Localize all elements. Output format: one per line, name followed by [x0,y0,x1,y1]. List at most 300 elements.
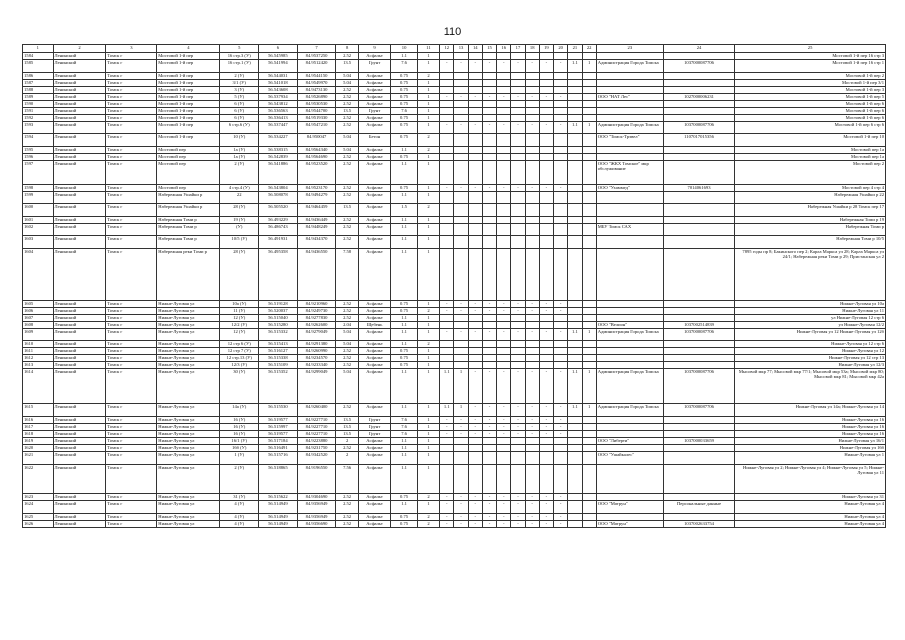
table-cell [568,451,582,464]
table-cell: Асфальт [358,146,391,153]
table-cell: - [497,307,511,314]
table-cell: Мостовой 1-й пер [157,93,220,100]
table-cell: 84.9564340 [297,146,336,153]
table-cell [582,79,596,86]
table-cell: - [468,369,482,404]
table-cell [596,248,663,300]
table-cell [482,216,496,223]
table-cell [525,223,539,236]
table-cell [511,191,525,204]
table-cell: Мостовой 1-й пер 10 [735,134,886,147]
table-cell: - [554,520,568,527]
table-cell [596,100,663,107]
table-row [23,160,886,184]
table-cell: Нижне-Луговая ул 12/3 [735,362,886,369]
table-cell: Ленинский [53,248,106,300]
table-cell [539,437,553,444]
table-cell: - [511,500,525,513]
table-cell: 0.75 [391,79,417,86]
table-cell: 84.9549970 [297,79,336,86]
table-cell [568,134,582,147]
table-cell [582,300,596,307]
table-cell: 56.514949 [259,520,298,527]
table-cell: 5.04 [336,72,358,79]
table-cell: 22 [220,191,259,204]
table-cell: 0.75 [391,513,417,520]
table-cell: 84.9279049 [297,328,336,341]
table-cell [468,444,482,451]
table-cell: - [525,300,539,307]
table-cell: - [454,184,468,191]
table-row [23,86,886,93]
table-cell [596,107,663,114]
table-cell [568,223,582,236]
table-cell: 2.52 [336,404,358,417]
table-cell: 1 [417,93,439,100]
table-row [23,369,886,404]
table-cell [454,204,468,217]
table-cell: 84.9434370 [297,236,336,249]
table-cell: ООО "Томск-Трэвел" [596,134,663,147]
table-cell [511,348,525,355]
table-cell: - [554,500,568,513]
table-cell [525,79,539,86]
table-cell: 5.04 [336,369,358,404]
table-cell: Асфальт [358,184,391,191]
table-cell [468,134,482,147]
column-header: 5 [220,45,259,53]
table-cell: 2.52 [336,191,358,204]
table-cell: Асфальт [358,216,391,223]
table-cell [554,216,568,223]
table-cell: Нижне-Луговая ул 16 [735,423,886,430]
table-cell: 1607 [23,314,54,321]
table-cell: 1.1 [391,464,417,493]
table-cell: 84.9291380 [297,341,336,348]
table-cell: Мостовой 1-й пер [157,121,220,134]
table-cell [663,341,734,348]
table-cell [596,53,663,60]
table-cell [482,114,496,121]
registry-table [22,44,886,528]
table-cell [440,321,454,328]
table-cell: 1.1 [391,160,417,184]
table-cell: Ленинский [53,107,106,114]
table-cell: - [497,93,511,100]
table-cell [596,153,663,160]
table-cell [663,464,734,493]
table-cell [468,72,482,79]
table-cell: 3 (У) [220,86,259,93]
table-cell: 1 [417,160,439,184]
table-cell: 1 [417,464,439,493]
table-cell: Нижне-Луговая ул [157,321,220,328]
table-cell: Ленинский [53,369,106,404]
table-cell [582,520,596,527]
table-cell: 7.58 [336,248,358,300]
table-cell [497,464,511,493]
table-cell [511,314,525,321]
table-cell [554,134,568,147]
table-cell: 2.52 [336,314,358,321]
table-cell: Асфальт [358,437,391,444]
table-cell [511,451,525,464]
table-cell: 0.75 [391,520,417,527]
table-cell: Грунт [358,423,391,430]
table-cell [663,314,734,321]
table-cell: ООО "Матрун" [596,500,663,513]
table-cell [596,216,663,223]
table-cell: Ленинский [53,191,106,204]
table-cell: 1622 [23,464,54,493]
table-cell [663,153,734,160]
table-cell [482,248,496,300]
table-cell [525,348,539,355]
table-cell [568,355,582,362]
table-cell [582,314,596,321]
table-cell: 1 [417,451,439,464]
table-cell: 56.538315 [259,146,298,153]
table-cell: Нижне-Луговая ул [157,437,220,444]
table-cell [663,493,734,500]
table-cell: Томск г [106,341,157,348]
table-cell: Ленинский [53,321,106,328]
table-cell: 84.9304690 [297,493,336,500]
table-row [23,134,886,147]
table-cell: - [554,430,568,437]
table-cell: - [554,328,568,341]
table-cell: 1.1 [391,369,417,404]
table-cell [663,307,734,314]
table-cell: - [525,369,539,404]
table-cell [440,248,454,300]
table-cell: Ленинский [53,114,106,121]
table-cell [554,53,568,60]
table-cell: 1.1 [391,500,417,513]
table-cell [582,444,596,451]
table-cell [511,100,525,107]
table-cell: 1 [417,328,439,341]
table-cell [482,79,496,86]
table-cell [582,451,596,464]
table-cell: Томск г [106,134,157,147]
table-cell: 14а (У) [220,404,259,417]
table-cell: - [554,307,568,314]
table-cell: Грунт [358,107,391,114]
table-cell: Бетон [358,134,391,147]
table-cell [468,191,482,204]
table-cell [582,72,596,79]
table-cell [663,444,734,451]
table-cell: - [497,328,511,341]
table-cell [554,464,568,493]
table-cell: 1619 [23,437,54,444]
table-cell: 1 [417,223,439,236]
table-cell [539,134,553,147]
table-cell [497,146,511,153]
table-cell: 56.508078 [259,191,298,204]
table-cell: 84.9544150 [297,72,336,79]
table-cell: Асфальт [358,500,391,513]
table-cell: 1593 [23,121,54,134]
table-row [23,184,886,191]
table-cell: 2.52 [336,100,358,107]
table-row [23,153,886,160]
table-cell: Томск г [106,307,157,314]
table-cell: - [454,60,468,73]
table-cell: - [482,184,496,191]
table-cell: - [468,184,482,191]
table-cell: Администрация Города Томска [596,369,663,404]
table-cell [582,307,596,314]
table-cell: Нижне-Луговая ул [157,464,220,493]
table-cell: 84.9196550 [297,464,336,493]
table-cell: Ленинский [53,362,106,369]
table-cell: Мостовой 1-й пер [157,100,220,107]
table-cell: 1 [417,216,439,223]
table-cell: 1 [417,191,439,204]
table-cell: 1.1 [391,328,417,341]
table-cell [482,72,496,79]
table-cell: 5.04 [336,341,358,348]
table-cell: Мостовой 1-й пер 5 [735,93,886,100]
table-cell [663,416,734,423]
table-cell: Томск г [106,520,157,527]
table-cell [568,79,582,86]
table-cell: Мостовой пер 1а [735,146,886,153]
table-cell [554,204,568,217]
table-cell: 84.9436550 [297,248,336,300]
table-cell: Набережная Томи р [157,236,220,249]
table-cell: 0.75 [391,72,417,79]
table-cell: 1 [417,153,439,160]
table-cell: 56.514949 [259,500,298,513]
table-cell: 1.1 [391,314,417,321]
table-cell: 1 [417,236,439,249]
table-cell: 1.1 [391,216,417,223]
table-cell [511,355,525,362]
table-cell: - [454,93,468,100]
table-cell: 1588 [23,86,54,93]
table-cell: 56.491931 [259,236,298,249]
table-cell: 2 [417,520,439,527]
table-cell: 1611 [23,348,54,355]
table-cell: - [511,300,525,307]
table-cell: Асфальт [358,100,391,107]
table-cell [511,216,525,223]
table-cell [554,191,568,204]
table-cell [539,86,553,93]
table-cell: 56.515280 [259,321,298,328]
table-row [23,451,886,464]
table-cell: Нижне-Луговая ул [157,404,220,417]
table-cell: 84.9526890 [297,93,336,100]
table-cell [482,464,496,493]
table-cell: Асфальт [358,191,391,204]
table-cell [511,134,525,147]
table-cell: - [454,328,468,341]
table-cell [525,216,539,223]
table-cell: 2.52 [336,121,358,134]
table-cell: ООО "НАТ Лес" [596,93,663,100]
table-cell: Нижне-Луговая ул 16 [735,430,886,437]
table-cell [482,314,496,321]
table-cell: - [440,184,454,191]
table-cell [497,153,511,160]
table-cell: 2.52 [336,93,358,100]
table-cell: 1027000006231 [663,93,734,100]
table-cell: 1621 [23,451,54,464]
table-cell: 84.9494279 [297,191,336,204]
table-cell: 1591 [23,107,54,114]
table-cell [663,300,734,307]
table-cell: Томск г [106,100,157,107]
table-cell: Томск г [106,204,157,217]
table-cell [539,355,553,362]
table-cell: 1609 [23,328,54,341]
table-cell [440,444,454,451]
table-cell: 1 [417,100,439,107]
table-cell: 1 (У) [220,451,259,464]
table-cell: 84.9356690 [297,520,336,527]
table-cell: - [554,513,568,520]
table-cell [482,153,496,160]
table-cell [454,79,468,86]
table-cell: - [539,404,553,417]
table-cell [663,107,734,114]
table-cell: - [511,328,525,341]
table-cell: 7895 годы пр 8; Бакинского пер 2; Карла Маркса ул 28; Карла Маркса ул 24/1; Набережная реки Томи р 29; Пристанская ул 2 [735,248,886,300]
table-cell [554,341,568,348]
table-cell: Томск г [106,321,157,328]
table-cell: ул Нижне-Луговая 12/2 [735,321,886,328]
table-cell [582,160,596,184]
table-cell: 1107017015356 [663,134,734,147]
table-cell: Ленинский [53,134,106,147]
table-cell: 84.9260400 [297,404,336,417]
column-header: 17 [511,45,525,53]
table-cell [596,146,663,153]
table-cell: 12/2 (У) [220,321,259,328]
table-cell: Мостовой 1-й пер [157,53,220,60]
table-cell: Томск г [106,437,157,444]
table-cell [482,341,496,348]
table-cell: - [511,404,525,417]
table-cell: Мостовой 1-й пер 3 [735,86,886,93]
table-cell: 4 (У) [220,500,259,513]
table-cell [554,314,568,321]
table-cell [663,248,734,300]
table-cell [539,348,553,355]
table-cell [663,146,734,153]
table-cell: - [482,430,496,437]
table-cell: Нижне-Луговая ул 12 стр 13 [735,355,886,362]
table-cell: Мостовой 1-й пер [157,107,220,114]
table-cell [582,500,596,513]
table-cell [468,223,482,236]
table-cell: 1 [417,348,439,355]
table-cell [582,341,596,348]
table-cell: 84.9547210 [297,121,336,134]
column-header: 14 [468,45,482,53]
table-cell [482,444,496,451]
table-cell: - [440,520,454,527]
table-cell: 1 [417,60,439,73]
table-cell [539,53,553,60]
table-cell [468,204,482,217]
table-cell: 1595 [23,146,54,153]
table-cell: Нижне-Луговая ул 16/1 [735,437,886,444]
table-row [23,191,886,204]
table-cell: 0.75 [391,362,417,369]
table-cell: - [525,416,539,423]
table-row [23,121,886,134]
table-cell: Нижне-Луговая ул [157,513,220,520]
table-cell [582,93,596,100]
table-cell: - [539,307,553,314]
table-cell: - [440,423,454,430]
table-cell [582,513,596,520]
table-cell: 2.52 [336,153,358,160]
table-cell [497,204,511,217]
table-cell: 1 [417,79,439,86]
table-cell: 1.1 [391,248,417,300]
table-cell [482,355,496,362]
table-cell [596,314,663,321]
table-cell: Мостовой пер [157,153,220,160]
table-cell: - [511,513,525,520]
table-cell [454,107,468,114]
table-cell: Набережная Ушайки р 22 [735,191,886,204]
table-cell [539,146,553,153]
table-row [23,146,886,153]
table-cell [568,100,582,107]
table-cell [440,341,454,348]
table-row [23,300,886,307]
table-cell: 56.519577 [259,416,298,423]
table-cell: Нижне-Луговая ул [157,500,220,513]
table-cell [511,79,525,86]
table-cell: 4 стр.4 (У) [220,184,259,191]
table-cell: 2.52 [336,348,358,355]
table-cell [596,493,663,500]
table-cell [497,160,511,184]
table-cell: 1.1 [568,60,582,73]
table-cell: - [440,93,454,100]
table-cell [468,79,482,86]
table-cell: - [497,404,511,417]
table-cell: 1 [417,114,439,121]
table-cell: - [454,121,468,134]
table-cell [454,444,468,451]
table-cell: Ленинский [53,348,106,355]
table-cell [511,223,525,236]
table-cell: - [440,513,454,520]
table-cell: 1 [454,369,468,404]
table-cell [454,348,468,355]
column-header: 16 [497,45,511,53]
table-cell: 11 (У) [220,307,259,314]
table-cell: 1604 [23,248,54,300]
table-cell [525,321,539,328]
table-cell: 1.1 [391,451,417,464]
table-cell: Ленинский [53,493,106,500]
table-cell: 1616 [23,416,54,423]
table-cell: - [482,121,496,134]
table-cell: - [539,513,553,520]
table-cell [582,100,596,107]
table-row [23,416,886,423]
